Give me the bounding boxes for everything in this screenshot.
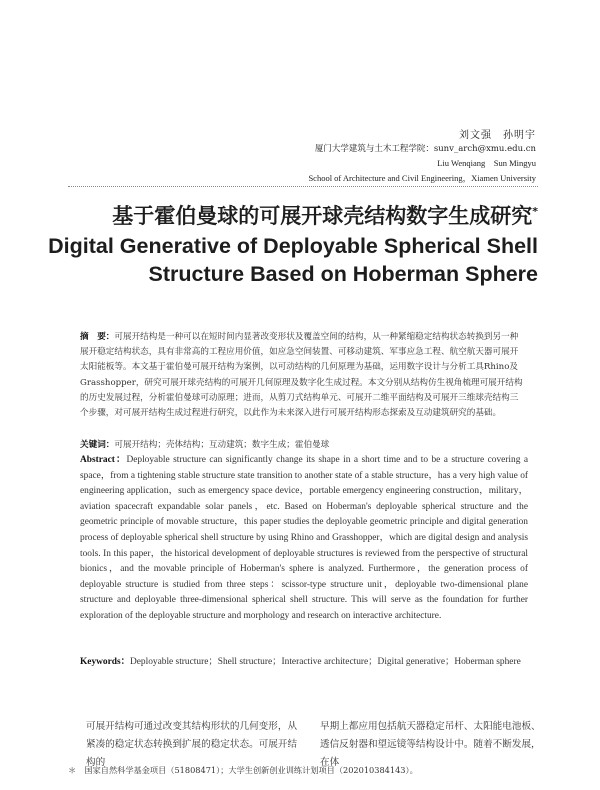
keywords-chinese bbox=[80, 438, 525, 450]
body-column-left: 可展开结构可通过改变其结构形状的几何变形，从紧凑的稳定状态转换到扩展的稳定状态。可展开结构的 bbox=[86, 721, 298, 768]
header-divider bbox=[68, 186, 538, 187]
authors-english: Liu Wenqiang Sun Mingyu bbox=[437, 158, 536, 168]
abstract-chinese-label: 摘 要： bbox=[80, 332, 115, 342]
affiliation-chinese: 厦门大学建筑与土木工程学院：sunv_arch@xmu.edu.cn bbox=[314, 144, 536, 154]
keywords-english-label: Keywords： bbox=[80, 657, 130, 667]
title-chinese-text: 基于霍伯曼球的可展开球壳结构数字生成研究 bbox=[112, 204, 533, 228]
abstract-english-text: Deployable structure can significantly change its shape in a short time and to be a structure covering a space，from a tightening stable structure state transition to another state of a stable structure，has a very high value of engineering application，such as emergency space device，portable emergency engineering construction，military，aviation spacecraft expandable solar panels，etc. Based on Hoberman's deployable spherical structure and the geometric principle of movable structure，this paper studies the deployable geometric principle and digital generation process of deployable spherical shell structure by using Rhino and Grasshopper，which are digital design and analysis tools. In this paper，the historical development of deployable structures is reviewed from the perspective of structural bionics，and the movable principle of Hoberman's sphere is analyzed. Furthermore，the generation process of deployable structure is studied from three steps：scissor-type structure unit，deployable two-dimensional plane structure and deployable three-dimensional spherical shell structure. This will serve as the foundation for further exploration of the deployable structure and morphology and research on interactive architecture. bbox=[80, 455, 528, 621]
abstract-chinese-text: 可展开结构是一种可以在短时间内显著改变形状及覆盖空间的结构，从一种紧缩稳定结构状态转换到另一种展开稳定结构状态，具有非常高的工程应用价值，如应急空间装置、可移动建筑、军事应急工程、航空航天器可展开太阳能板等。本文基于霍伯曼可展开结构为案例，以可动结构的几何原理为基础，运用数字设计与分析工具Rhino及Grasshopper，研究可展开球壳结构的可展开几何原理及数字化生成过程。本文分别从结构仿生视角梳理可展开结构的历史发展过程，分析霍伯曼球可动原理；进而，从剪刀式结构单元、可展开二维平面结构及可展开三维球壳结构三个步骤，对可展开结构生成过程进行研究，以此作为未来深入进行可展开结构形态探索及互动建筑研究的基础。 bbox=[80, 332, 523, 419]
title-english-line-1: Digital Generative of Deployable Spherical Shell bbox=[48, 234, 538, 258]
keywords-english-text: Deployable structure；Shell structure；Interactive architecture；Digital generative；Hoberman sphere bbox=[130, 657, 521, 667]
abstract-english bbox=[80, 453, 528, 625]
body-column-right: 早期上都应用包括航天器稳定吊杆、太阳能电池板、透信反射器和望远镜等结构设计中。随着不断发展，在体 bbox=[320, 721, 541, 768]
authors-chinese: 刘文强 孙明宇 bbox=[459, 130, 536, 141]
abstract-english-label: Abstract： bbox=[80, 455, 127, 465]
abstract-chinese bbox=[80, 330, 525, 421]
affiliation-english: School of Architecture and Civil Engineering，Xiamen University bbox=[308, 173, 536, 183]
title-english-line-2: Structure Based on Hoberman Sphere bbox=[148, 262, 538, 286]
keywords-chinese-label: 关键词： bbox=[80, 440, 115, 450]
keywords-chinese-text: 可展开结构；壳体结构；互动建筑；数字生成；霍伯曼球 bbox=[114, 440, 330, 450]
keywords-english bbox=[80, 655, 528, 671]
title-footnote-mark: * bbox=[532, 205, 538, 218]
title-chinese bbox=[112, 200, 538, 230]
funding-footnote: ＊ 国家自然科学基金项目（51808471）；大学生创新创业训练计划项目（202010384143）。 bbox=[68, 765, 418, 775]
